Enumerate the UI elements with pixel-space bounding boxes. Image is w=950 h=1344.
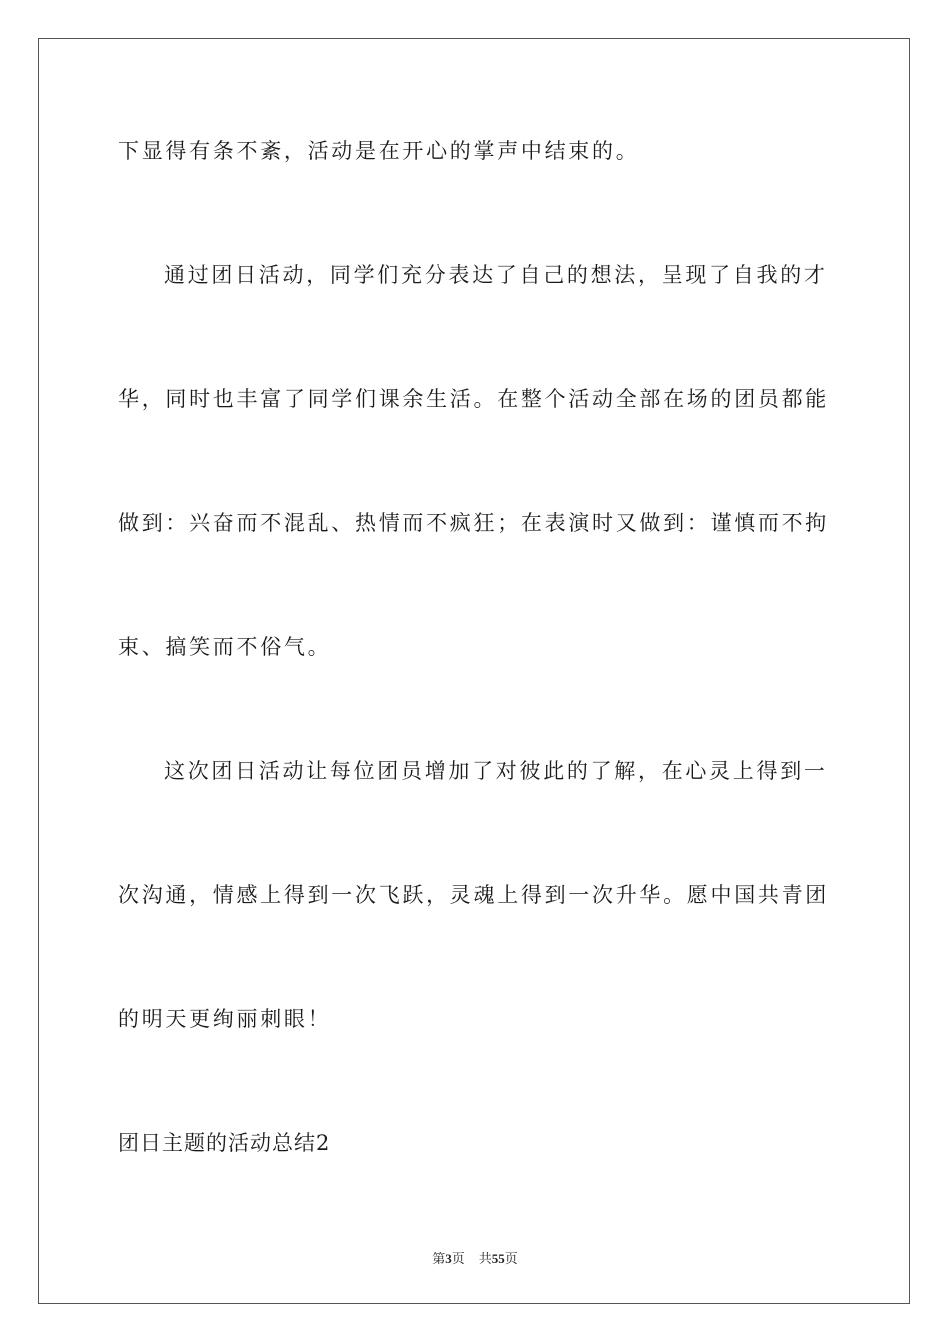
page-number: 3: [445, 1251, 452, 1266]
page-footer: [0, 1248, 950, 1267]
paragraph-line: 通过团日活动，同学们充分表达了自己的想法，呈现了自我的才: [164, 263, 828, 287]
page-suffix: 页: [451, 1251, 465, 1266]
paragraph-line: 这次团日活动让每位团员增加了对彼此的了解，在心灵上得到一: [164, 759, 828, 783]
paragraph-line: 束、搞笑而不俗气。: [118, 635, 332, 659]
total-suffix: 页: [504, 1251, 518, 1266]
page-border: [38, 38, 910, 1304]
section-heading: 团日主题的活动总结2: [118, 1131, 331, 1155]
total-prefix: 共: [478, 1251, 492, 1266]
paragraph-line: 下显得有条不紊，活动是在开心的掌声中结束的。: [118, 139, 640, 163]
page-prefix: 第: [432, 1251, 446, 1266]
paragraph-line: 华，同时也丰富了同学们课余生活。在整个活动全部在场的团员都能: [118, 387, 829, 411]
paragraph-line: 的明天更绚丽刺眼！: [118, 1007, 332, 1031]
total-pages: 55: [491, 1251, 505, 1266]
paragraph-line: 次沟通，情感上得到一次飞跃，灵魂上得到一次升华。愿中国共青团: [118, 883, 829, 907]
paragraph-line: 做到：兴奋而不混乱、热情而不疯狂；在表演时又做到：谨慎而不拘: [118, 511, 829, 535]
